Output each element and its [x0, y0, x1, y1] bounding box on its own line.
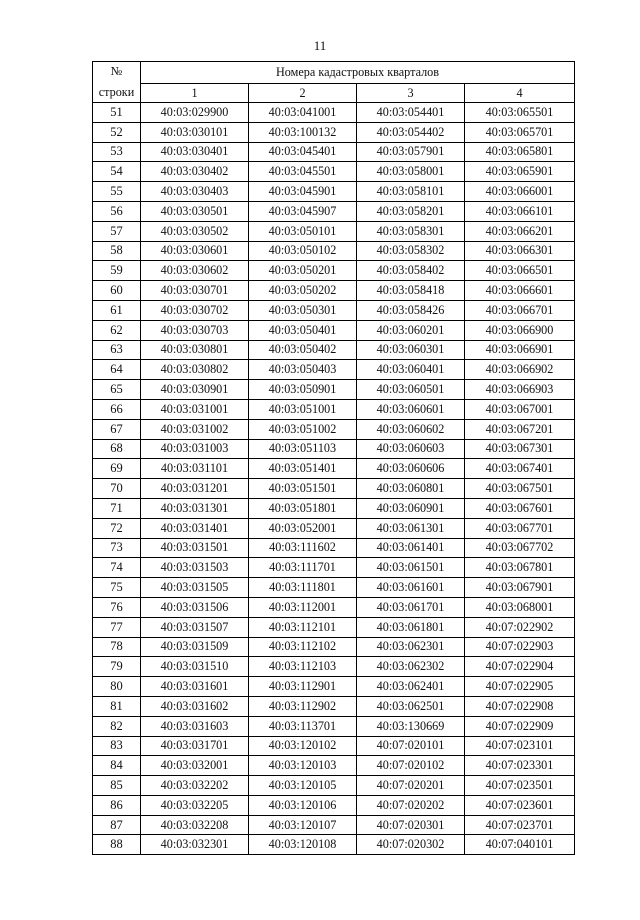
cadastral-quarters-table — [92, 61, 575, 855]
row-number-cell: 56 — [93, 201, 141, 221]
row-number-cell: 63 — [93, 340, 141, 360]
cadastral-number-cell: 40:03:051103 — [249, 439, 357, 459]
table-row — [93, 677, 575, 697]
cadastral-number-cell: 40:03:051401 — [249, 459, 357, 479]
cadastral-number-cell: 40:03:031602 — [141, 696, 249, 716]
cadastral-number-cell: 40:03:066901 — [465, 340, 575, 360]
page-number: 11 — [313, 38, 327, 53]
cadastral-number-cell: 40:03:067001 — [465, 399, 575, 419]
cadastral-number-cell: 40:07:023701 — [465, 815, 575, 835]
cadastral-number-cell: 40:03:062301 — [357, 637, 465, 657]
cadastral-number-cell: 40:03:061501 — [357, 558, 465, 578]
cadastral-number-cell: 40:03:061401 — [357, 538, 465, 558]
column-header-3: 3 — [357, 84, 465, 103]
table-row — [93, 300, 575, 320]
row-number-cell: 71 — [93, 498, 141, 518]
column-header-1: 1 — [141, 84, 249, 103]
row-number-cell: 59 — [93, 261, 141, 281]
table-row — [93, 498, 575, 518]
cadastral-number-cell: 40:03:031509 — [141, 637, 249, 657]
table-row — [93, 261, 575, 281]
cadastral-number-cell: 40:03:066903 — [465, 380, 575, 400]
cadastral-number-cell: 40:03:051501 — [249, 479, 357, 499]
cadastral-number-cell: 40:03:112001 — [249, 597, 357, 617]
cadastral-number-cell: 40:03:067501 — [465, 479, 575, 499]
cadastral-number-cell: 40:03:058418 — [357, 281, 465, 301]
cadastral-number-cell: 40:03:100132 — [249, 122, 357, 142]
cadastral-number-cell: 40:03:031501 — [141, 538, 249, 558]
cadastral-number-cell: 40:03:060501 — [357, 380, 465, 400]
cadastral-number-cell: 40:03:058101 — [357, 182, 465, 202]
cadastral-number-cell: 40:03:067201 — [465, 419, 575, 439]
cadastral-number-cell: 40:07:022903 — [465, 637, 575, 657]
cadastral-number-cell: 40:03:062401 — [357, 677, 465, 697]
cadastral-number-cell: 40:03:031301 — [141, 498, 249, 518]
cadastral-number-cell: 40:03:032205 — [141, 795, 249, 815]
cadastral-number-cell: 40:03:066902 — [465, 360, 575, 380]
row-number-cell: 79 — [93, 657, 141, 677]
table-row — [93, 617, 575, 637]
table-row — [93, 201, 575, 221]
cadastral-number-cell: 40:07:020301 — [357, 815, 465, 835]
cadastral-number-cell: 40:03:111701 — [249, 558, 357, 578]
cadastral-number-cell: 40:07:022905 — [465, 677, 575, 697]
cadastral-number-cell: 40:03:030802 — [141, 360, 249, 380]
table-row — [93, 756, 575, 776]
cadastral-number-cell: 40:03:050201 — [249, 261, 357, 281]
row-number-cell: 64 — [93, 360, 141, 380]
cadastral-number-cell: 40:03:031503 — [141, 558, 249, 578]
cadastral-number-cell: 40:03:058001 — [357, 162, 465, 182]
cadastral-number-cell: 40:03:045901 — [249, 182, 357, 202]
cadastral-number-cell: 40:03:030601 — [141, 241, 249, 261]
row-number-cell: 76 — [93, 597, 141, 617]
cadastral-number-cell: 40:03:032202 — [141, 776, 249, 796]
cadastral-number-cell: 40:03:060601 — [357, 399, 465, 419]
cadastral-number-cell: 40:03:031001 — [141, 399, 249, 419]
cadastral-number-cell: 40:03:067801 — [465, 558, 575, 578]
cadastral-number-cell: 40:03:066101 — [465, 201, 575, 221]
cadastral-number-cell: 40:03:067401 — [465, 459, 575, 479]
cadastral-number-cell: 40:03:112101 — [249, 617, 357, 637]
cadastral-number-cell: 40:03:067702 — [465, 538, 575, 558]
row-number-header — [93, 62, 141, 103]
cadastral-number-cell: 40:03:065501 — [465, 103, 575, 123]
table-row — [93, 578, 575, 598]
cadastral-number-cell: 40:03:052001 — [249, 518, 357, 538]
column-index-row — [93, 84, 575, 103]
cadastral-number-cell: 40:03:061801 — [357, 617, 465, 637]
cadastral-number-cell: 40:03:050402 — [249, 340, 357, 360]
row-number-cell: 54 — [93, 162, 141, 182]
cadastral-number-cell: 40:07:020102 — [357, 756, 465, 776]
cadastral-number-cell: 40:03:058302 — [357, 241, 465, 261]
cadastral-number-cell: 40:03:130669 — [357, 716, 465, 736]
table-header-row — [93, 62, 575, 84]
cadastral-number-cell: 40:03:111801 — [249, 578, 357, 598]
row-number-cell: 72 — [93, 518, 141, 538]
row-number-cell: 53 — [93, 142, 141, 162]
cadastral-number-cell: 40:03:062302 — [357, 657, 465, 677]
cadastral-number-cell: 40:07:020302 — [357, 835, 465, 855]
cadastral-number-cell: 40:03:051002 — [249, 419, 357, 439]
table-row — [93, 142, 575, 162]
cadastral-number-cell: 40:03:031507 — [141, 617, 249, 637]
cadastral-number-cell: 40:03:066501 — [465, 261, 575, 281]
table-row — [93, 736, 575, 756]
cadastral-number-cell: 40:03:030801 — [141, 340, 249, 360]
row-number-cell: 57 — [93, 221, 141, 241]
row-number-cell: 88 — [93, 835, 141, 855]
table-row — [93, 162, 575, 182]
cadastral-number-cell: 40:03:045907 — [249, 201, 357, 221]
cadastral-number-cell: 40:03:060801 — [357, 479, 465, 499]
cadastral-number-cell: 40:03:031601 — [141, 677, 249, 697]
row-number-cell: 51 — [93, 103, 141, 123]
table-row — [93, 459, 575, 479]
cadastral-number-cell: 40:03:041001 — [249, 103, 357, 123]
table-row — [93, 360, 575, 380]
cadastral-number-cell: 40:03:067601 — [465, 498, 575, 518]
table-row — [93, 221, 575, 241]
cadastral-number-cell: 40:03:120105 — [249, 776, 357, 796]
cadastral-number-cell: 40:03:060901 — [357, 498, 465, 518]
table-row — [93, 419, 575, 439]
row-number-cell: 70 — [93, 479, 141, 499]
cadastral-number-cell: 40:03:067701 — [465, 518, 575, 538]
cadastral-number-cell: 40:03:030101 — [141, 122, 249, 142]
cadastral-number-cell: 40:03:031201 — [141, 479, 249, 499]
cadastral-number-cell: 40:07:022902 — [465, 617, 575, 637]
table-row — [93, 320, 575, 340]
cadastral-number-cell: 40:03:031505 — [141, 578, 249, 598]
table-row — [93, 637, 575, 657]
table-row — [93, 776, 575, 796]
cadastral-number-cell: 40:03:066601 — [465, 281, 575, 301]
row-number-cell: 55 — [93, 182, 141, 202]
cadastral-number-cell: 40:07:023301 — [465, 756, 575, 776]
row-number-cell: 75 — [93, 578, 141, 598]
cadastral-number-cell: 40:03:030403 — [141, 182, 249, 202]
cadastral-number-cell: 40:03:060602 — [357, 419, 465, 439]
cadastral-number-cell: 40:03:031506 — [141, 597, 249, 617]
table-body — [93, 103, 575, 855]
cadastral-number-cell: 40:03:066701 — [465, 300, 575, 320]
cadastral-number-cell: 40:03:062501 — [357, 696, 465, 716]
table-row — [93, 558, 575, 578]
cadastral-number-cell: 40:03:067901 — [465, 578, 575, 598]
cadastral-number-cell: 40:07:022904 — [465, 657, 575, 677]
table-row — [93, 716, 575, 736]
cadastral-number-cell: 40:03:031603 — [141, 716, 249, 736]
table-row — [93, 479, 575, 499]
row-number-cell: 84 — [93, 756, 141, 776]
cadastral-number-cell: 40:07:022908 — [465, 696, 575, 716]
cadastral-number-cell: 40:07:020101 — [357, 736, 465, 756]
table-row — [93, 340, 575, 360]
cadastral-number-cell: 40:03:066201 — [465, 221, 575, 241]
cadastral-number-cell: 40:03:060603 — [357, 439, 465, 459]
cadastral-number-cell: 40:03:066001 — [465, 182, 575, 202]
cadastral-number-cell: 40:03:030901 — [141, 380, 249, 400]
table-row — [93, 835, 575, 855]
cadastral-number-cell: 40:03:051001 — [249, 399, 357, 419]
table-row — [93, 696, 575, 716]
cadastral-number-cell: 40:03:060401 — [357, 360, 465, 380]
cadastral-number-cell: 40:03:060606 — [357, 459, 465, 479]
row-number-cell: 74 — [93, 558, 141, 578]
table-row — [93, 439, 575, 459]
cadastral-number-cell: 40:03:031701 — [141, 736, 249, 756]
row-number-cell: 87 — [93, 815, 141, 835]
cadastral-number-cell: 40:03:054402 — [357, 122, 465, 142]
cadastral-number-cell: 40:03:031003 — [141, 439, 249, 459]
cadastral-number-cell: 40:03:112901 — [249, 677, 357, 697]
table-row — [93, 597, 575, 617]
cadastral-number-cell: 40:03:050301 — [249, 300, 357, 320]
cadastral-number-cell: 40:03:120108 — [249, 835, 357, 855]
cadastral-number-cell: 40:03:120107 — [249, 815, 357, 835]
cadastral-number-cell: 40:03:068001 — [465, 597, 575, 617]
cadastral-number-cell: 40:03:067301 — [465, 439, 575, 459]
cadastral-number-cell: 40:07:020202 — [357, 795, 465, 815]
row-number-cell: 73 — [93, 538, 141, 558]
row-number-cell: 77 — [93, 617, 141, 637]
table-row — [93, 657, 575, 677]
cadastral-number-cell: 40:07:023501 — [465, 776, 575, 796]
cadastral-number-cell: 40:03:029900 — [141, 103, 249, 123]
cadastral-number-cell: 40:03:050403 — [249, 360, 357, 380]
cadastral-number-cell: 40:03:050101 — [249, 221, 357, 241]
cadastral-number-cell: 40:03:112902 — [249, 696, 357, 716]
cadastral-number-cell: 40:03:030702 — [141, 300, 249, 320]
row-number-cell: 86 — [93, 795, 141, 815]
row-number-cell: 58 — [93, 241, 141, 261]
cadastral-number-cell: 40:07:023101 — [465, 736, 575, 756]
cadastral-number-cell: 40:03:065801 — [465, 142, 575, 162]
cadastral-number-cell: 40:03:112103 — [249, 657, 357, 677]
cadastral-number-cell: 40:03:066301 — [465, 241, 575, 261]
row-number-cell: 83 — [93, 736, 141, 756]
row-number-cell: 82 — [93, 716, 141, 736]
cadastral-number-cell: 40:03:058301 — [357, 221, 465, 241]
cadastral-number-cell: 40:03:031101 — [141, 459, 249, 479]
row-number-cell: 69 — [93, 459, 141, 479]
cadastral-number-cell: 40:03:112102 — [249, 637, 357, 657]
row-number-cell: 66 — [93, 399, 141, 419]
cadastral-number-cell: 40:03:032208 — [141, 815, 249, 835]
cadastral-number-cell: 40:03:030501 — [141, 201, 249, 221]
cadastral-number-cell: 40:03:057901 — [357, 142, 465, 162]
table-row — [93, 281, 575, 301]
row-number-cell: 62 — [93, 320, 141, 340]
row-number-cell: 61 — [93, 300, 141, 320]
cadastral-number-cell: 40:03:058402 — [357, 261, 465, 281]
table-row — [93, 795, 575, 815]
table-row — [93, 241, 575, 261]
row-number-cell: 60 — [93, 281, 141, 301]
cadastral-number-cell: 40:03:031002 — [141, 419, 249, 439]
row-number-cell: 67 — [93, 419, 141, 439]
cadastral-number-cell: 40:03:030401 — [141, 142, 249, 162]
cadastral-number-cell: 40:03:030602 — [141, 261, 249, 281]
cadastral-number-cell: 40:03:113701 — [249, 716, 357, 736]
cadastral-number-cell: 40:03:045501 — [249, 162, 357, 182]
cadastral-number-cell: 40:03:065901 — [465, 162, 575, 182]
row-number-cell: 81 — [93, 696, 141, 716]
cadastral-number-cell: 40:03:120103 — [249, 756, 357, 776]
row-number-cell: 65 — [93, 380, 141, 400]
cadastral-number-cell: 40:03:054401 — [357, 103, 465, 123]
cadastral-number-cell: 40:03:030402 — [141, 162, 249, 182]
table-row — [93, 518, 575, 538]
table-row — [93, 380, 575, 400]
cadastral-number-cell: 40:03:031401 — [141, 518, 249, 538]
cadastral-number-cell: 40:03:058201 — [357, 201, 465, 221]
table-row — [93, 103, 575, 123]
table-row — [93, 122, 575, 142]
cadastral-number-cell: 40:03:050202 — [249, 281, 357, 301]
cadastral-number-cell: 40:03:031510 — [141, 657, 249, 677]
cadastral-number-cell: 40:03:061301 — [357, 518, 465, 538]
row-number-cell: 68 — [93, 439, 141, 459]
column-header-4: 4 — [465, 84, 575, 103]
cadastral-number-cell: 40:03:120106 — [249, 795, 357, 815]
table-row — [93, 182, 575, 202]
cadastral-number-cell: 40:03:065701 — [465, 122, 575, 142]
row-number-header-top: № — [110, 64, 123, 78]
cadastral-number-cell: 40:03:060301 — [357, 340, 465, 360]
row-number-cell: 85 — [93, 776, 141, 796]
column-header-2: 2 — [249, 84, 357, 103]
cadastral-number-cell: 40:03:045401 — [249, 142, 357, 162]
cadastral-number-cell: 40:03:030703 — [141, 320, 249, 340]
cadastral-number-cell: 40:07:022909 — [465, 716, 575, 736]
cadastral-number-cell: 40:03:051801 — [249, 498, 357, 518]
cadastral-number-cell: 40:03:061701 — [357, 597, 465, 617]
row-number-cell: 78 — [93, 637, 141, 657]
cadastral-number-cell: 40:03:061601 — [357, 578, 465, 598]
cadastral-number-cell: 40:07:020201 — [357, 776, 465, 796]
group-header: Номера кадастровых кварталов — [141, 62, 575, 84]
cadastral-number-cell: 40:03:066900 — [465, 320, 575, 340]
cadastral-number-cell: 40:07:040101 — [465, 835, 575, 855]
cadastral-number-cell: 40:03:030502 — [141, 221, 249, 241]
cadastral-number-cell: 40:03:032001 — [141, 756, 249, 776]
cadastral-number-cell: 40:03:060201 — [357, 320, 465, 340]
cadastral-number-cell: 40:03:030701 — [141, 281, 249, 301]
table-row — [93, 815, 575, 835]
cadastral-number-cell: 40:03:120102 — [249, 736, 357, 756]
cadastral-number-cell: 40:03:050901 — [249, 380, 357, 400]
cadastral-number-cell: 40:03:032301 — [141, 835, 249, 855]
table-row — [93, 399, 575, 419]
cadastral-number-cell: 40:03:058426 — [357, 300, 465, 320]
row-number-cell: 80 — [93, 677, 141, 697]
table-row — [93, 538, 575, 558]
row-number-header-bottom: строки — [98, 85, 135, 99]
cadastral-number-cell: 40:03:050401 — [249, 320, 357, 340]
cadastral-number-cell: 40:07:023601 — [465, 795, 575, 815]
cadastral-number-cell: 40:03:050102 — [249, 241, 357, 261]
row-number-cell: 52 — [93, 122, 141, 142]
cadastral-number-cell: 40:03:111602 — [249, 538, 357, 558]
